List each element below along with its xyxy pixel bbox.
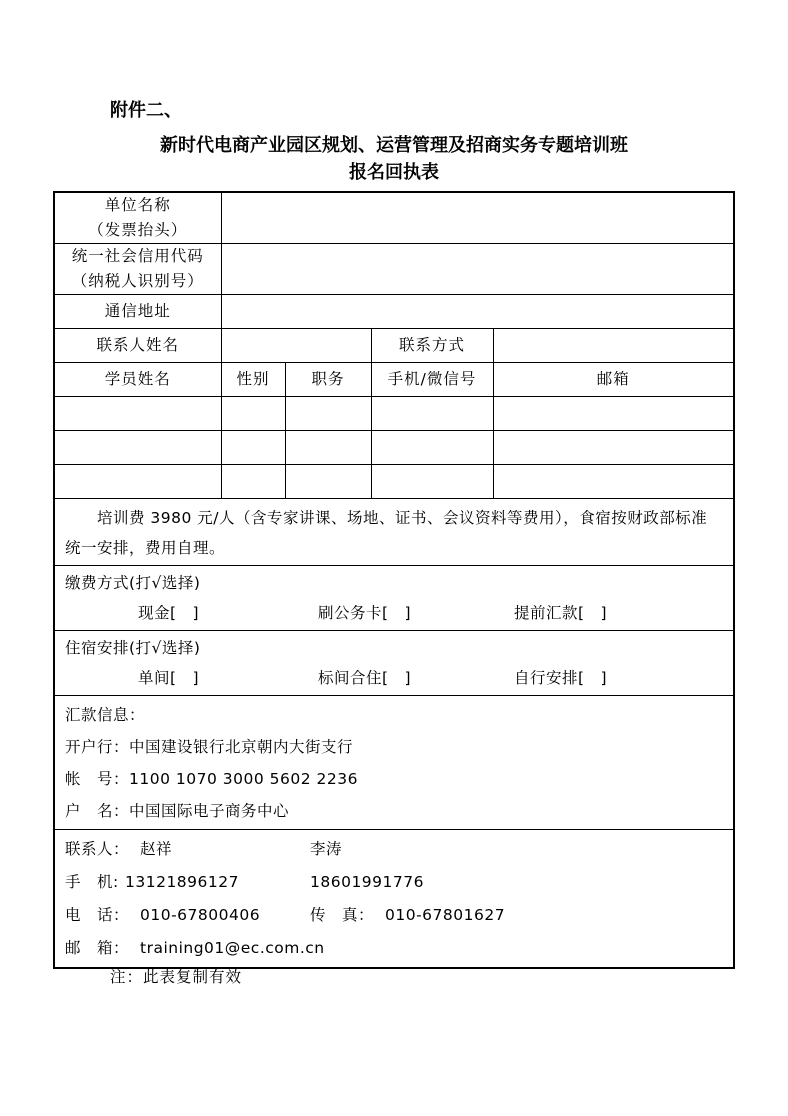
contact-name-label: 联系人姓名 <box>54 329 221 363</box>
student-row <box>54 431 734 465</box>
tel-label: 电 话： <box>65 906 130 924</box>
address-field[interactable] <box>221 295 734 329</box>
student-name-cell[interactable] <box>54 431 221 465</box>
contact-method-field[interactable] <box>493 329 734 363</box>
lodging-option-single[interactable]: 单间[ ] <box>138 669 200 687</box>
header-student-name: 学员姓名 <box>54 363 221 397</box>
student-phone-cell[interactable] <box>371 397 493 431</box>
fee-text: 培训费 3980 元/人（含专家讲课、场地、证书、会议资料等费用），食宿按财政部标准统一安排，费用自理。 <box>65 509 708 557</box>
student-email-cell[interactable] <box>493 397 734 431</box>
registration-form-table <box>53 191 735 969</box>
header-email: 邮箱 <box>493 363 734 397</box>
payment-method-cell <box>54 566 734 631</box>
remittance-holder: 户 名：中国国际电子商务中心 <box>65 802 290 820</box>
student-email-cell[interactable] <box>493 431 734 465</box>
tel-number: 010-67800406 <box>140 906 261 924</box>
form-subtitle: 报名回执表 <box>349 162 439 183</box>
student-position-cell[interactable] <box>285 465 371 499</box>
lodging-label: 住宿安排(打√选择) <box>65 639 201 657</box>
remittance-account: 帐 号：1100 1070 3000 5602 2236 <box>65 770 358 788</box>
remittance-bank: 开户行：中国建设银行北京朝内大街支行 <box>65 738 354 756</box>
contact-info-cell <box>54 830 734 969</box>
lodging-cell <box>54 631 734 696</box>
phone-label: 手 机: <box>65 873 119 891</box>
lodging-option-shared[interactable]: 标间合住[ ] <box>318 669 412 687</box>
payment-option-transfer[interactable]: 提前汇款[ ] <box>514 604 608 622</box>
student-gender-cell[interactable] <box>221 397 285 431</box>
header-gender: 性别 <box>221 363 285 397</box>
attachment-label: 附件二、 <box>110 100 182 121</box>
phone-2: 18601991776 <box>310 873 424 891</box>
student-phone-cell[interactable] <box>371 465 493 499</box>
fax-number: 010-67801627 <box>385 906 506 924</box>
student-row <box>54 465 734 499</box>
contact-person-label: 联系人： <box>65 840 130 858</box>
copy-valid-note: 注：此表复制有效 <box>110 968 243 986</box>
student-name-cell[interactable] <box>54 397 221 431</box>
student-gender-cell[interactable] <box>221 431 285 465</box>
student-position-cell[interactable] <box>285 431 371 465</box>
fax-label: 传 真： <box>310 906 375 924</box>
contact-name-field[interactable] <box>221 329 371 363</box>
payment-option-card[interactable]: 刷公务卡[ ] <box>318 604 412 622</box>
student-header-row <box>54 363 734 397</box>
student-phone-cell[interactable] <box>371 431 493 465</box>
contact-person-2: 李涛 <box>310 840 343 858</box>
payment-option-cash[interactable]: 现金[ ] <box>138 604 200 622</box>
company-name-field[interactable] <box>221 192 734 244</box>
student-position-cell[interactable] <box>285 397 371 431</box>
lodging-option-self[interactable]: 自行安排[ ] <box>514 669 608 687</box>
student-email-cell[interactable] <box>493 465 734 499</box>
email-address[interactable]: training01@ec.com.cn <box>140 939 325 957</box>
payment-method-label: 缴费方式(打√选择) <box>65 574 201 592</box>
credit-code-label: 统一社会信用代码 （纳税人识别号） <box>54 244 221 295</box>
form-title: 新时代电商产业园区规划、运营管理及招商实务专题培训班 <box>160 135 628 156</box>
student-row <box>54 397 734 431</box>
credit-code-field[interactable] <box>221 244 734 295</box>
contact-person-1: 赵祥 <box>140 840 173 858</box>
email-label: 邮 箱： <box>65 939 130 957</box>
address-label: 通信地址 <box>54 295 221 329</box>
student-gender-cell[interactable] <box>221 465 285 499</box>
company-name-label: 单位名称 （发票抬头） <box>54 192 221 244</box>
student-name-cell[interactable] <box>54 465 221 499</box>
phone-1: 13121896127 <box>125 873 239 891</box>
header-phone-wechat: 手机/微信号 <box>371 363 493 397</box>
fee-info-cell <box>54 499 734 566</box>
remittance-label: 汇款信息： <box>65 706 146 724</box>
remittance-info-cell <box>54 696 734 830</box>
contact-method-label: 联系方式 <box>371 329 493 363</box>
header-position: 职务 <box>285 363 371 397</box>
